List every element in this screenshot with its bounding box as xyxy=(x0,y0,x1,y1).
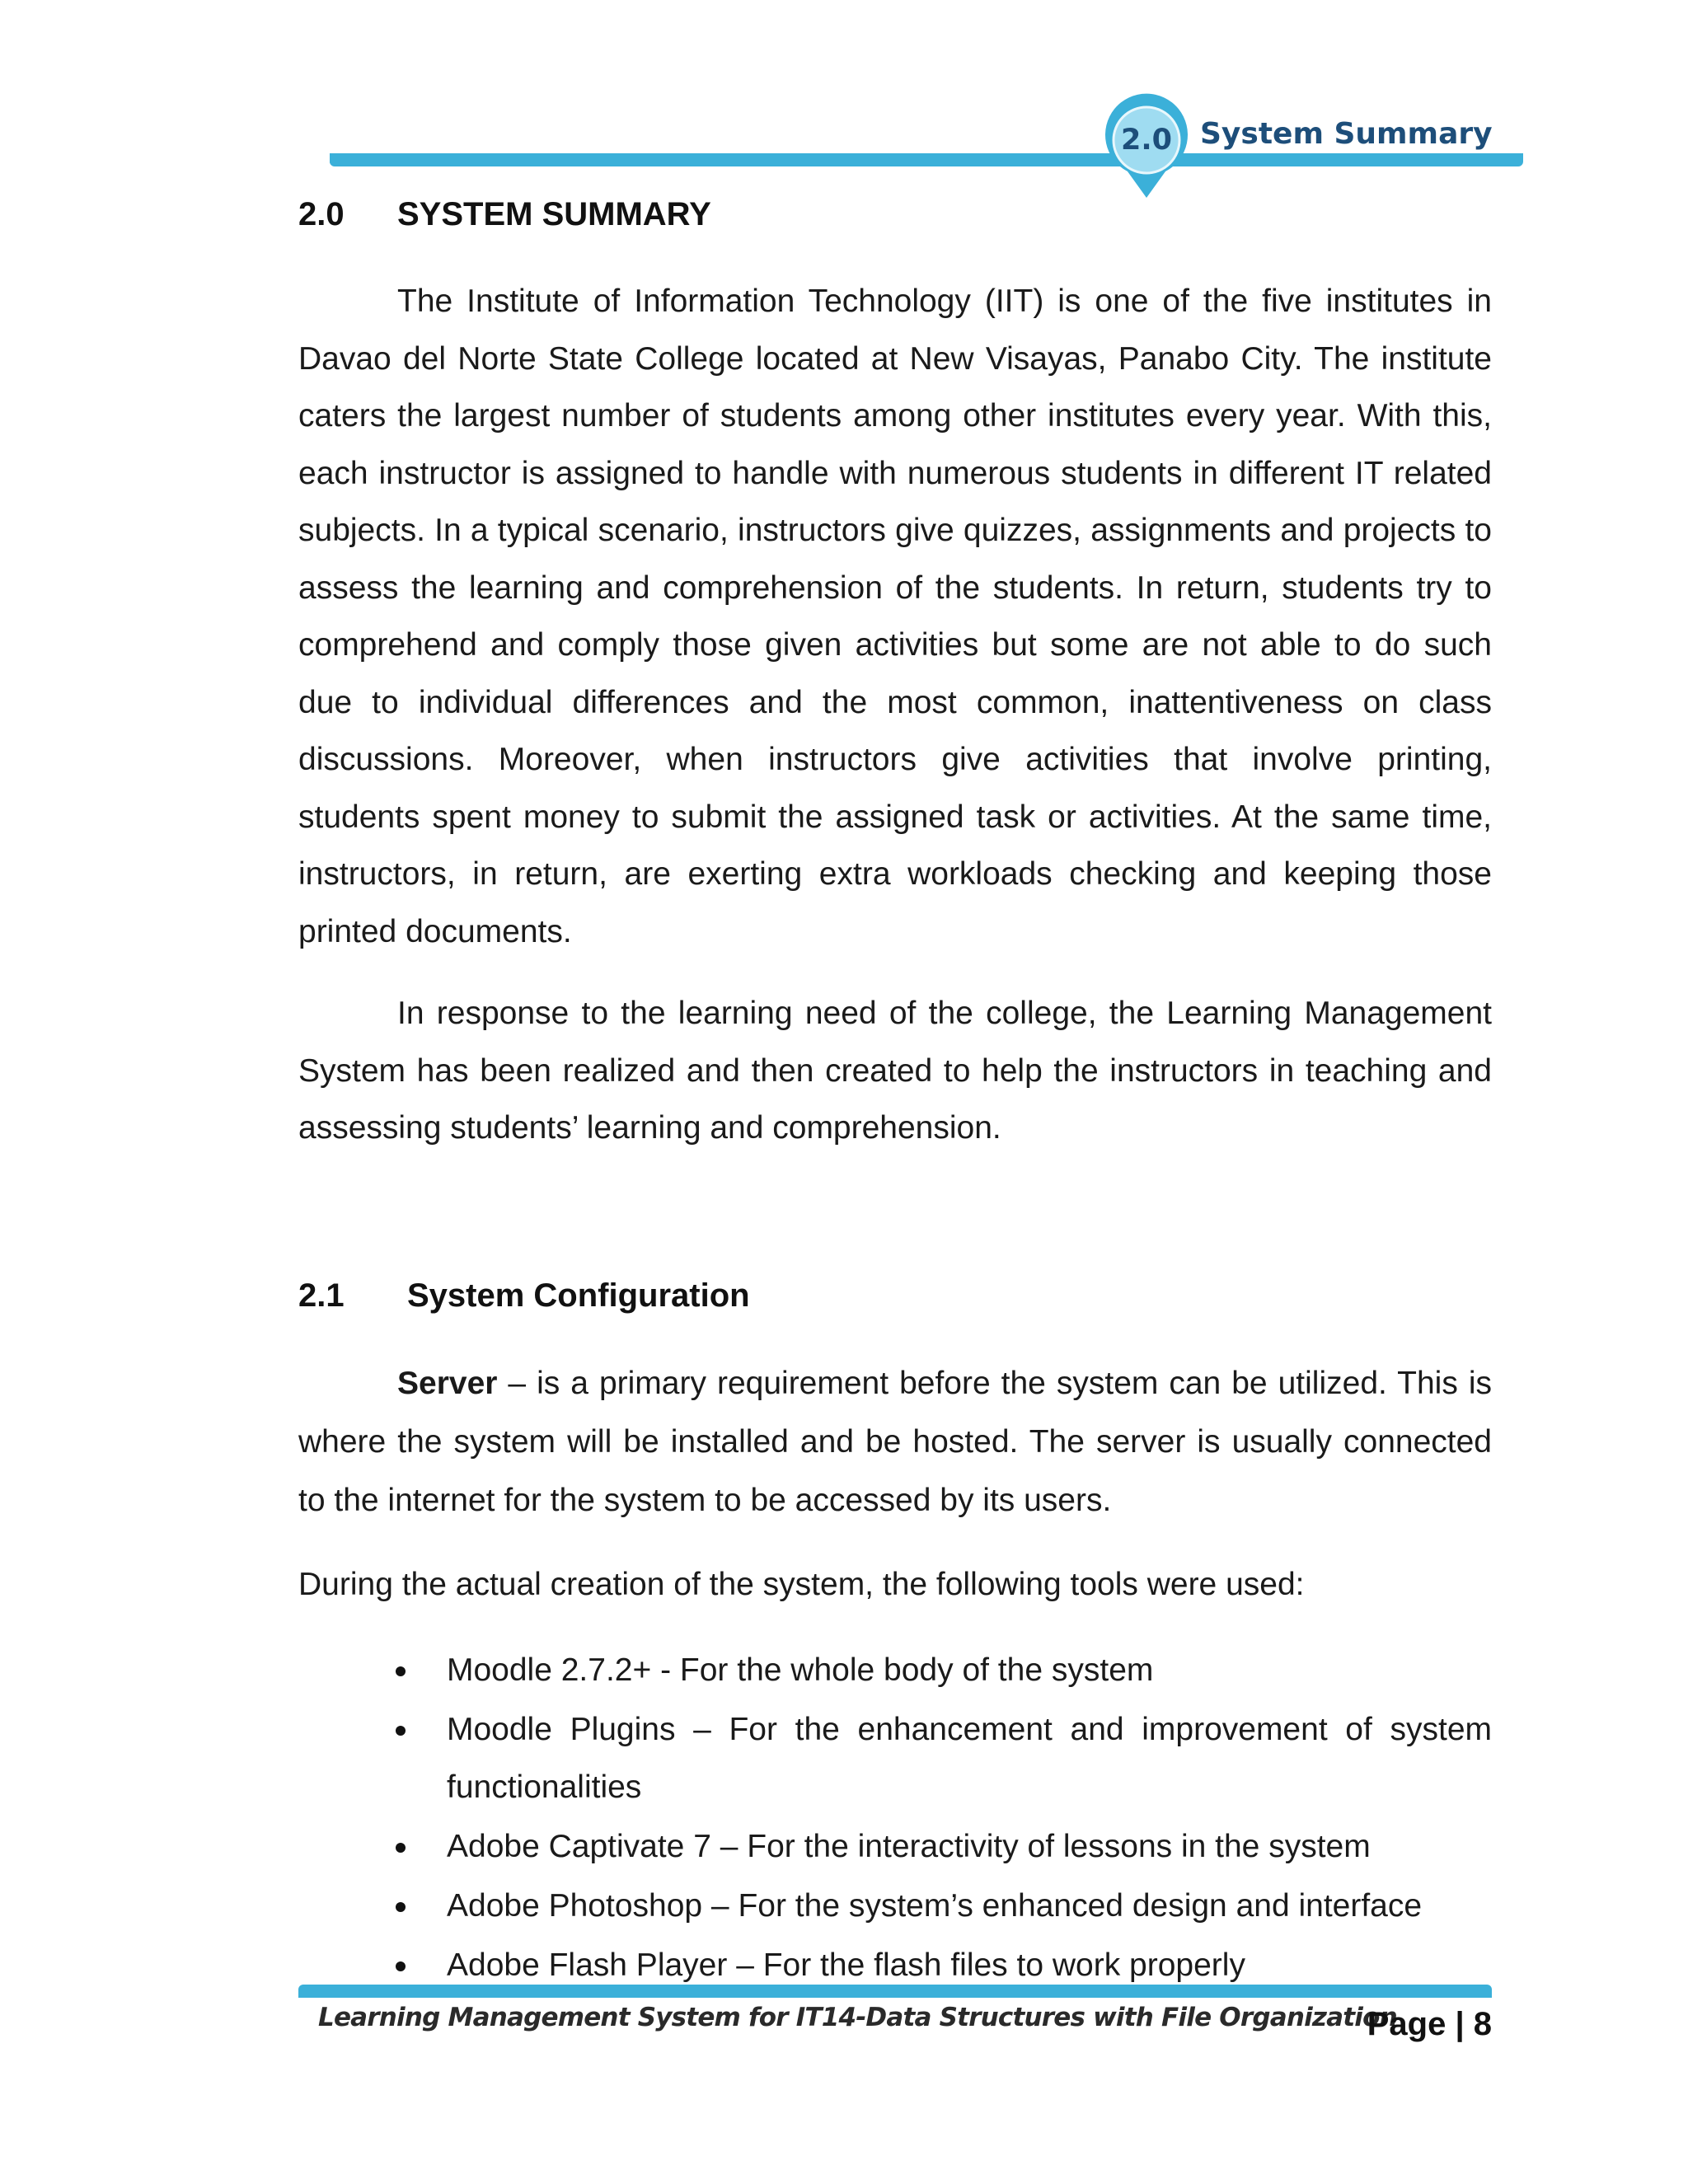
header-accent-bar xyxy=(330,153,1523,166)
server-paragraph xyxy=(298,1354,1492,1530)
server-paragraph-text: – is a primary requirement before the system can be utilized. This is where the system will be installed and be hosted. The server is usually connected to the internet for the system to be accessed by its users. xyxy=(298,1366,1492,1518)
response-paragraph xyxy=(298,985,1492,1157)
header-section-title: System Summary xyxy=(1200,117,1493,151)
footer-document-title: Learning Management System for IT14-Data Structures with File Organization xyxy=(318,2003,1397,2032)
footer-accent-bar xyxy=(298,1985,1492,1998)
section-number: 2.0 xyxy=(298,196,345,232)
tools-intro: During the actual creation of the system, the following tools were used: xyxy=(298,1567,1305,1602)
server-term: Server xyxy=(397,1366,498,1401)
section-title: System Configuration xyxy=(407,1277,750,1314)
section-number: 2.1 xyxy=(298,1277,345,1314)
bullet-icon xyxy=(396,1902,406,1912)
section-badge-number: 2.0 xyxy=(1120,124,1172,157)
bullet-icon xyxy=(396,1961,406,1971)
intro-paragraph xyxy=(298,273,1492,960)
section-title: SYSTEM SUMMARY xyxy=(397,196,711,232)
list-item: Adobe Flash Player – For the flash files to work properly xyxy=(396,1937,1492,1994)
list-item: Moodle 2.7.2+ - For the whole body of the system xyxy=(396,1642,1492,1699)
intro-paragraph-text: The Institute of Information Technology (IIT) is one of the five institutes in Davao del Norte State College located at New Visayas, Panabo City. The institute caters the largest number of students among other institutes every year. With this, each instructor is assigned to handle with numerous students in different IT related subjects. In a typical scenario, instructors give quizzes, assignments and projects to assess the learning and comprehension of the students. In return, students try to comprehend and comply those given activities but some are not able to do such due to individual differences and the most common, inattentiveness on class discussions. Moreover, when instructors give activities that involve printing, students spent money to submit the assigned task or activities. At the same time, instructors, in return, are exerting extra workloads checking and keeping those printed documents. xyxy=(298,284,1492,949)
page-number: Page | 8 xyxy=(1367,2006,1492,2042)
bullet-icon xyxy=(396,1843,406,1853)
bullet-icon xyxy=(396,1666,406,1676)
list-item: Adobe Photoshop – For the system’s enhanced design and interface xyxy=(396,1877,1492,1935)
bullet-icon xyxy=(396,1726,406,1736)
list-item: Adobe Captivate 7 – For the interactivity of lessons in the system xyxy=(396,1818,1492,1876)
tools-list xyxy=(396,1642,1492,1996)
list-item: Moodle Plugins – For the enhancement and improvement of system functionalities xyxy=(396,1701,1492,1816)
response-paragraph-text: In response to the learning need of the college, the Learning Management System has been realized and then created to help the instructors in teaching and assessing students’ learning and comprehension. xyxy=(298,996,1492,1146)
